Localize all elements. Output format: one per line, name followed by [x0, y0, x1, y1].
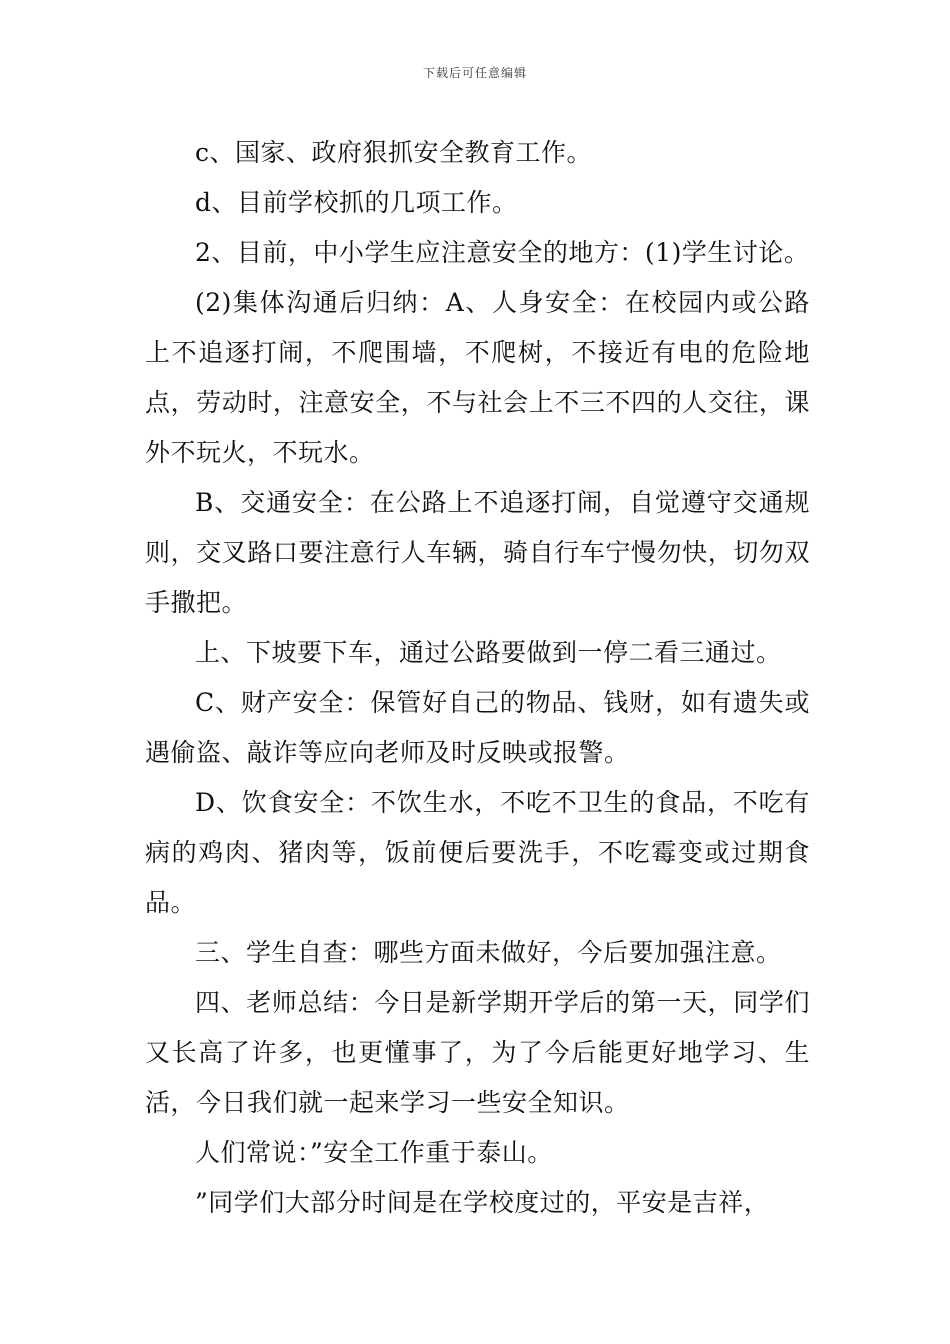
page-header-note: 下载后可任意编辑 — [422, 66, 527, 80]
paragraph-teacher-summary: 四、老师总结：今日是新学期开学后的第一天，同学们又长高了许多，也更懂事了，为了今后能更好地学习、生活，今日我们就一起来学习一些安全知识。 — [145, 988, 810, 1117]
paragraph-item-d: d、目前学校抓的几项工作。 — [195, 188, 518, 217]
paragraph-food-safety: D、饮食安全：不饮生水，不吃不卫生的食品，不吃有病的鸡肉、猪肉等，饭前便后要洗手，不吃霉变或过期食品。 — [145, 788, 810, 917]
paragraph-item-c: c、国家、政府狠抓安全教育工作。 — [195, 138, 593, 167]
paragraph-traffic-safety: B、交通安全：在公路上不追逐打闹，自觉遵守交通规则，交叉路口要注意行人车辆，骑自行车宁慢勿快，切勿双手撒把。 — [145, 488, 810, 617]
paragraph-saying: 人们常说：”安全工作重于泰山。 — [195, 1138, 553, 1167]
document-body — [145, 128, 810, 1228]
paragraph-continuation: ”同学们大部分时间是在学校度过的，平安是吉祥， — [195, 1188, 770, 1217]
paragraph-section-2: 2、目前，中小学生应注意安全的地方：(1)学生讨论。 — [195, 238, 810, 267]
paragraph-self-check: 三、学生自查：哪些方面未做好，今后要加强注意。 — [195, 938, 782, 967]
paragraph-slope-rule: 上、下坡要下车，通过公路要做到一停二看三通过。 — [195, 638, 782, 667]
paragraph-personal-safety: (2)集体沟通后归纳：A、人身安全：在校园内或公路上不追逐打闹，不爬围墙，不爬树，不接近有电的危险地点，劳动时，注意安全，不与社会上不三不四的人交往，课外不玩火，不玩水。 — [145, 288, 810, 467]
paragraph-property-safety: C、财产安全：保管好自己的物品、钱财，如有遗失或遇偷盗、敲诈等应向老师及时反映或报警。 — [145, 688, 810, 767]
